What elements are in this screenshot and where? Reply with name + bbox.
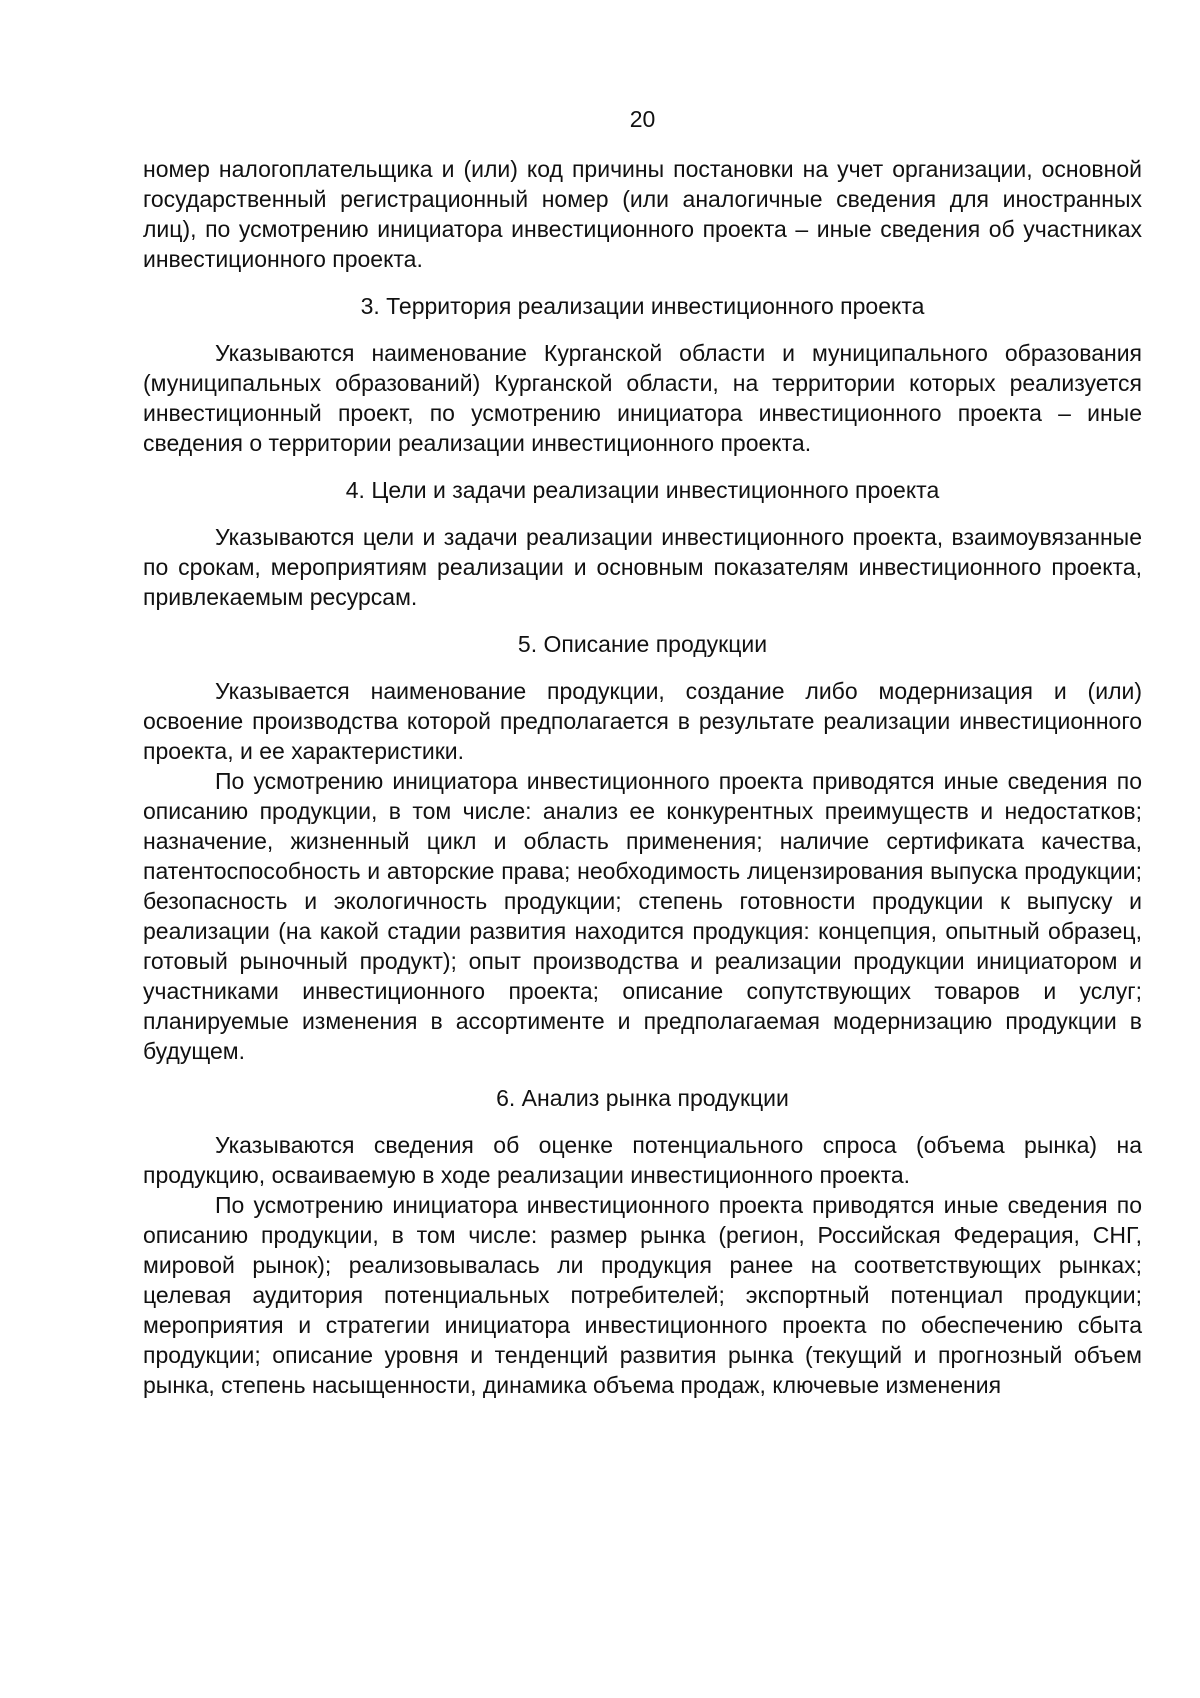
paragraph-product-details: По усмотрению инициатора инвестиционного проекта приводятся иные сведения по описанию продукции, в том числе: анализ ее конкурентных преимуществ и недостатков; назначение, жизненный цикл и область применения; наличие сертификата качества, патентоспособность и авторские права; необходимость лицензирования выпуска продукции; безопасность и экологичность продукции; степень готовности продукции к выпуску и реализации (на какой стадии развития находится продукция: концепция, опытный образец, готовый рыночный продукт); опыт производства и реализации продукции инициатором и участниками инвестиционного проекта; описание сопутствующих товаров и услуг; планируемые изменения в ассортименте и предполагаемая модернизацию продукции в будущем. (143, 768, 1142, 1064)
paragraph-territory: Указываются наименование Курганской области и муниципального образования (муниципальных образований) Курганской области, на территории которых реализуется инвестиционный проект, по усмотрению инициатора инвестиционного проекта – иные сведения о территории реализации инвестиционного проекта. (143, 340, 1142, 456)
paragraph-market-demand: Указываются сведения об оценке потенциального спроса (объема рынка) на продукцию, осваиваемую в ходе реализации инвестиционного проекта. (143, 1132, 1142, 1188)
section-heading-territory: 3. Территория реализации инвестиционного проекта (360, 293, 925, 319)
section-heading-product-description: 5. Описание продукции (517, 631, 768, 657)
paragraph-market-details: По усмотрению инициатора инвестиционного проекта приводятся иные сведения по описанию продукции, в том числе: размер рынка (регион, Российская Федерация, СНГ, мировой рынок); реализовывалась ли продукция ранее на соответствующих рынках; целевая аудитория потенциальных потребителей; экспортный потенциал продукции; мероприятия и стратегии инициатора инвестиционного проекта по обеспечению сбыта продукции; описание уровня и тенденций развития рынка (текущий и прогнозный объем рынка, степень насыщенности, динамика объема продаж, ключевые изменения (143, 1192, 1142, 1398)
paragraph-participants: номер налогоплательщика и (или) код причины постановки на учет организации, основной государственный регистрационный номер (или аналогичные сведения для иностранных лиц), по усмотрению инициатора инвестиционного проекта – иные сведения об участниках инвестиционного проекта. (143, 156, 1142, 272)
section-heading-goals: 4. Цели и задачи реализации инвестиционного проекта (345, 477, 940, 503)
paragraph-goals: Указываются цели и задачи реализации инвестиционного проекта, взаимоувязанные по срокам, мероприятиям реализации и основным показателям инвестиционного проекта, привлекаемым ресурсам. (143, 524, 1142, 610)
paragraph-product-name: Указывается наименование продукции, создание либо модернизация и (или) освоение производства которой предполагается в результате реализации инвестиционного проекта, и ее характеристики. (143, 678, 1142, 764)
page-number: 20 (629, 106, 656, 132)
document-page (143, 104, 1142, 1400)
section-heading-market-analysis: 6. Анализ рынка продукции (496, 1085, 789, 1111)
